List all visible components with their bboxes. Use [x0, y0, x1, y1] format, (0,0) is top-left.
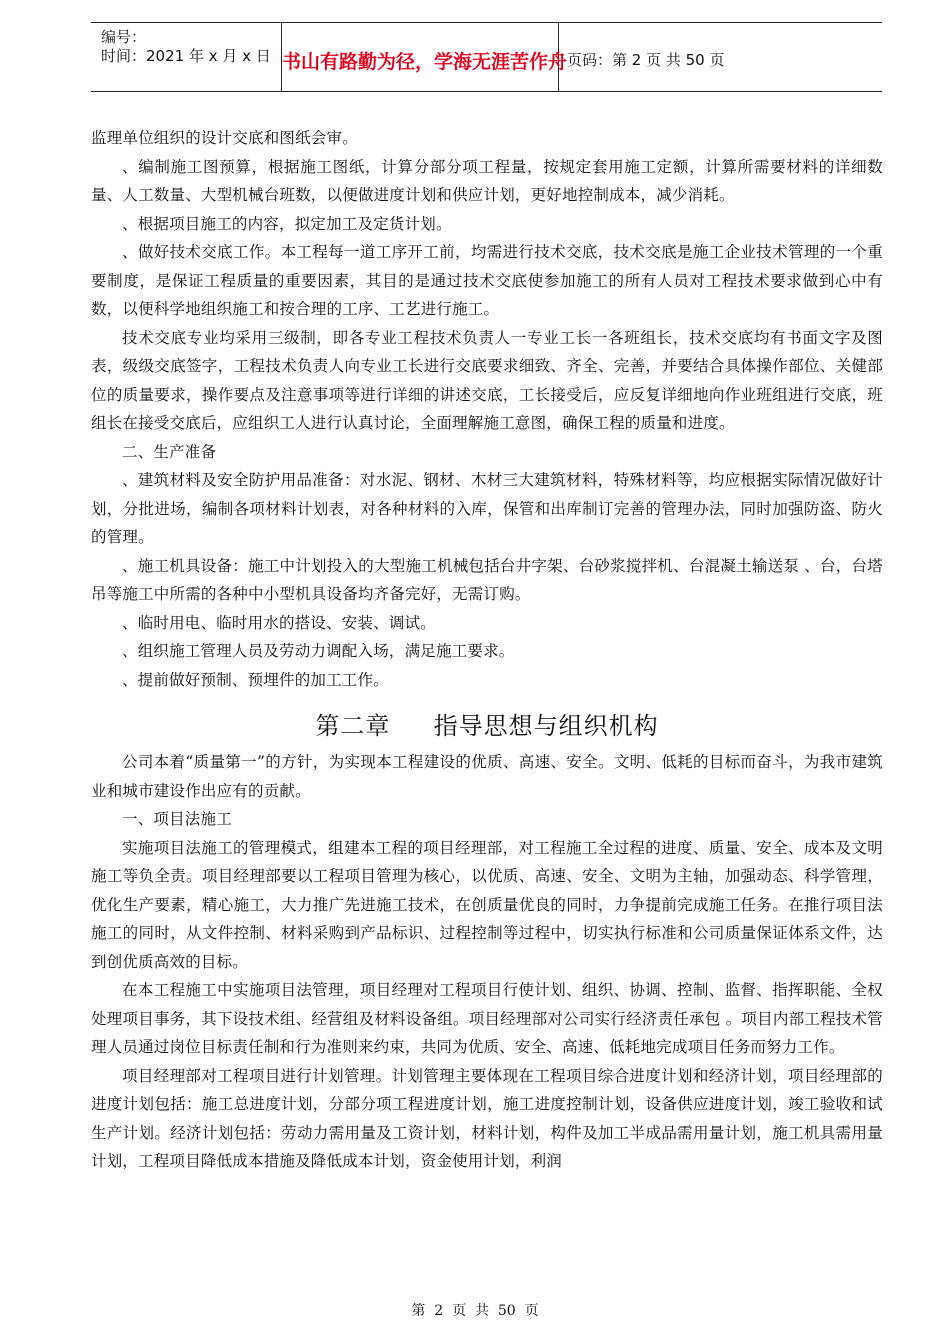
header-page-label: 页码：第 2 页 共 50 页: [567, 51, 725, 69]
paragraph: 公司本着“质量第一”的方针，为实现本工程建设的优质、高速、安全。文明、低耗的目标而奋斗，为我市建筑业和城市建设作出应有的贡献。: [91, 753, 883, 800]
header-motto: 书山有路勤为径，学海无涯苦作舟: [282, 51, 568, 73]
paragraph: 、做好技术交底工作。本工程每一道工序开工前，均需进行技术交底，技术交底是施工企业技术管理的一个重要制度，是保证工程质量的重要因素，其目的是通过技术交底使参加施工的所有人员对工程技术要求做到心中有数，以便科学地组织施工和按合理的工序、工艺进行施工。: [91, 243, 883, 318]
header-info-cell: [91, 23, 281, 91]
paragraph: 监理单位组织的设计交底和图纸会审。: [91, 129, 358, 147]
paragraph: 技术交底专业均采用三级制，即各专业工程技术负责人一专业工长一各班组长，技术交底均有书面文字及图表，级级交底签字，工程技术负责人向专业工长进行交底要求细致、齐全、完善，并要结合具体操作部位、关健部位的质量要求，操作要点及注意事项等进行详细的讲述交底，工长接受后，应反复详细地向作业班组进行交底，班组长在接受交底后，应组织工人进行认真讨论，全面理解施工意图，确保工程的质量和进度。: [91, 328, 883, 432]
document-time-label: 时间：2021 年 x 月 x 日: [101, 47, 271, 65]
paragraph: 项目经理部对工程项目进行计划管理。计划管理主要体现在工程项目综合进度计划和经济计划，项目经理部的进度计划包括：施工总进度计划，分部分项工程进度计划，施工进度控制计划，设备供应进度计划，竣工验收和试生产计划。经济计划包括：劳动力需用量及工资计划，材料计划，构件及加工半成品需用量计划，施工机具需用量计划，工程项目降低成本措施及降低成本计划，资金使用计划，利润: [91, 1066, 883, 1170]
paragraph: 实施项目法施工的管理模式，组建本工程的项目经理部，对工程施工全过程的进度、质量、安全、成本及文明施工等负全责。项目经理部要以工程项目管理为核心，以优质、高速、安全、文明为主轴，加强动态、科学管理，优化生产要素，精心施工，大力推广先进施工技术，在创质量优良的同时，力争提前完成施工任务。在推行项目法施工的同时，从文件控制、材料采购到产品标识、过程控制等过程中，切实执行标准和公司质量保证体系文件，达到创优质高效的目标。: [91, 838, 883, 971]
footer-page-number: 第 2 页 共 50 页: [411, 1303, 539, 1319]
header-motto-cell: [281, 23, 568, 91]
page-header: [91, 22, 882, 92]
section-heading: 一、项目法施工: [122, 810, 232, 828]
paragraph: 、临时用电、临时用水的搭设、安装、调试。: [122, 613, 437, 632]
paragraph: 、组织施工管理人员及劳动力调配入场，满足施工要求。: [122, 642, 515, 660]
paragraph: 在本工程施工中实施项目法管理，项目经理对工程项目行使计划、组织、协调、控制、监督、指挥职能、全权处理项目事务，其下设技术组、经营组及材料设备组。项目经理部对公司实行经济责任承包 。项目内部工程技术管理人员通过岗位目标责任制和行为准则来约束，共同为优质、安全、高速、低耗地完成项目任务而努力工作。: [91, 981, 883, 1056]
section-heading: 二、生产准备: [122, 442, 217, 461]
page-footer: [0, 1301, 950, 1321]
document-body: [91, 124, 883, 1176]
paragraph: 、编制施工图预算，根据施工图纸，计算分部分项工程量，按规定套用施工定额，计算所需要材料的详细数量、人工数量、大型机械台班数，以便做进度计划和供应计划，更好地控制成本，减少消耗。: [91, 157, 883, 204]
document-number-label: 编号：: [101, 28, 147, 46]
paragraph: 、提前做好预制、预埋件的加工工作。: [122, 670, 389, 689]
paragraph: 、根据项目施工的内容，拟定加工及定货计划。: [122, 214, 452, 233]
header-page-cell: [557, 23, 882, 91]
paragraph: 、建筑材料及安全防护用品准备：对水泥、钢材、木材三大建筑材料，特殊材料等，均应根据实际情况做好计划，分批进场，编制各项材料计划表，对各种材料的入库，保管和出库制订完善的管理办法，同时加强防盗、防火的管理。: [91, 471, 883, 546]
chapter-title: 第二章 指导思想与组织机构: [315, 712, 659, 740]
paragraph: 、施工机具设备：施工中计划投入的大型施工机械包括台井字架、台砂浆搅拌机、台混凝土输送泵 、台，台塔吊等施工中所需的各种中小型机具设备均齐备完好，无需订购。: [91, 556, 883, 603]
